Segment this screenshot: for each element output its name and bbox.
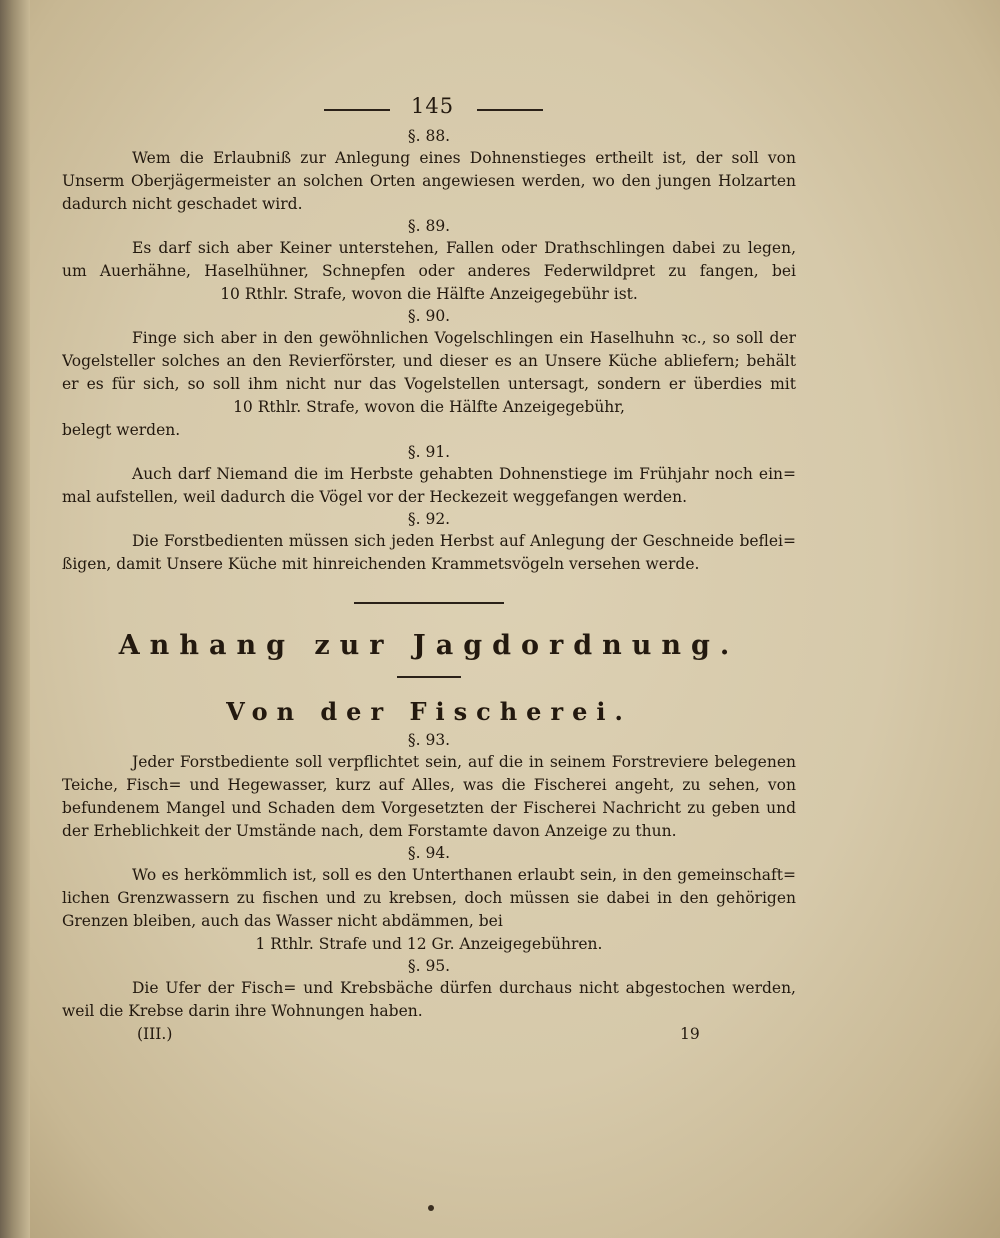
binding-gutter (0, 0, 30, 1238)
text-line: Vogelsteller solches an den Revierförster, und dieser es an Unsere Küche abliefern; behält (62, 352, 796, 370)
signature-mark-left: (III.) (137, 1025, 173, 1043)
text-line: Jeder Forstbediente soll verpflichtet sein, auf die in seinem Forstreviere belegenen (132, 753, 796, 771)
text-line: Teiche, Fisch= und Hegewasser, kurz auf Alles, was die Fischerei angeht, zu sehen, von (62, 776, 796, 794)
text-line: Finge sich aber in den gewöhnlichen Vogelschlingen ein Haselhuhn ꝛc., so soll der (132, 329, 796, 347)
section-heading: §. 90. (407, 307, 451, 325)
appendix-subtitle: Von der Fischerei. (226, 697, 632, 726)
text-line: Die Ufer der Fisch= und Krebsbäche dürfen durchaus nicht abgestochen werden, (132, 979, 796, 997)
text-line: mal aufstellen, weil dadurch die Vögel vor der Heckezeit weggefangen werden. (62, 488, 687, 506)
text-line: der Erheblichkeit der Umstände nach, dem Forstamte davon Anzeige zu thun. (62, 822, 677, 840)
text-line: lichen Grenzwassern zu fischen und zu krebsen, doch müssen sie dabei in den gehörigen (62, 889, 796, 907)
signature-line (62, 1023, 796, 1047)
ink-speck (428, 1205, 434, 1211)
text-line: Es darf sich aber Keiner unterstehen, Fallen oder Drathschlingen dabei zu legen, (132, 239, 796, 257)
section-heading: §. 91. (407, 443, 451, 461)
text-line: dadurch nicht geschadet wird. (62, 195, 303, 213)
section-heading: §. 89. (407, 217, 451, 235)
page-header (62, 92, 796, 126)
section-heading: §. 88. (407, 127, 451, 145)
section-heading: §. 95. (407, 957, 451, 975)
text-line: Die Forstbedienten müssen sich jeden Herbst auf Anlegung der Geschneide beflei= (132, 532, 796, 550)
signature-mark-right: 19 (680, 1025, 700, 1043)
text-line: Unserm Oberjägermeister an solchen Orten angewiesen werden, wo den jungen Holzarten (62, 172, 796, 190)
header-rule-left (324, 109, 390, 111)
section-heading: §. 93. (407, 731, 451, 749)
text-line: Auch darf Niemand die im Herbste gehabten Dohnenstiege im Frühjahr noch ein= (132, 465, 796, 483)
text-block (62, 92, 796, 1047)
text-line: belegt werden. (62, 421, 181, 439)
text-line: er es für sich, so soll ihm nicht nur das Vogelstellen untersagt, sondern er überdies mit (62, 375, 796, 393)
text-line: weil die Krebse darin ihre Wohnungen haben. (62, 1002, 423, 1020)
text-line: befundenem Mangel und Schaden dem Vorgesetzten der Fischerei Nachricht zu geben und (62, 799, 796, 817)
header-rule-right (477, 109, 543, 111)
section-heading: §. 92. (407, 510, 451, 528)
text-line: ßigen, damit Unsere Küche mit hinreichenden Krammetsvögeln versehen werde. (62, 555, 700, 573)
text-line: um Auerhähne, Haselhühner, Schnepfen oder anderes Federwildpret zu fangen, bei (62, 262, 796, 280)
section-heading: §. 94. (407, 844, 451, 862)
page-number: 145 (411, 94, 455, 118)
section-divider (354, 602, 504, 604)
text-line: Wem die Erlaubniß zur Anlegung eines Dohnenstieges ertheilt ist, der soll von (132, 149, 796, 167)
penalty-line: 10 Rthlr. Strafe, wovon die Hälfte Anzeigegebühr, (233, 398, 625, 416)
penalty-line: 10 Rthlr. Strafe, wovon die Hälfte Anzeigegebühr ist. (220, 285, 638, 303)
text-line: Grenzen bleiben, auch das Wasser nicht abdämmen, bei (62, 912, 503, 930)
appendix-title: Anhang zur Jagdordnung. (118, 630, 740, 661)
penalty-line: 1 Rthlr. Strafe und 12 Gr. Anzeigegebühren. (255, 935, 603, 953)
text-line: Wo es herkömmlich ist, soll es den Unterthanen erlaubt sein, in den gemeinschaft= (132, 866, 796, 884)
title-divider (397, 676, 461, 678)
